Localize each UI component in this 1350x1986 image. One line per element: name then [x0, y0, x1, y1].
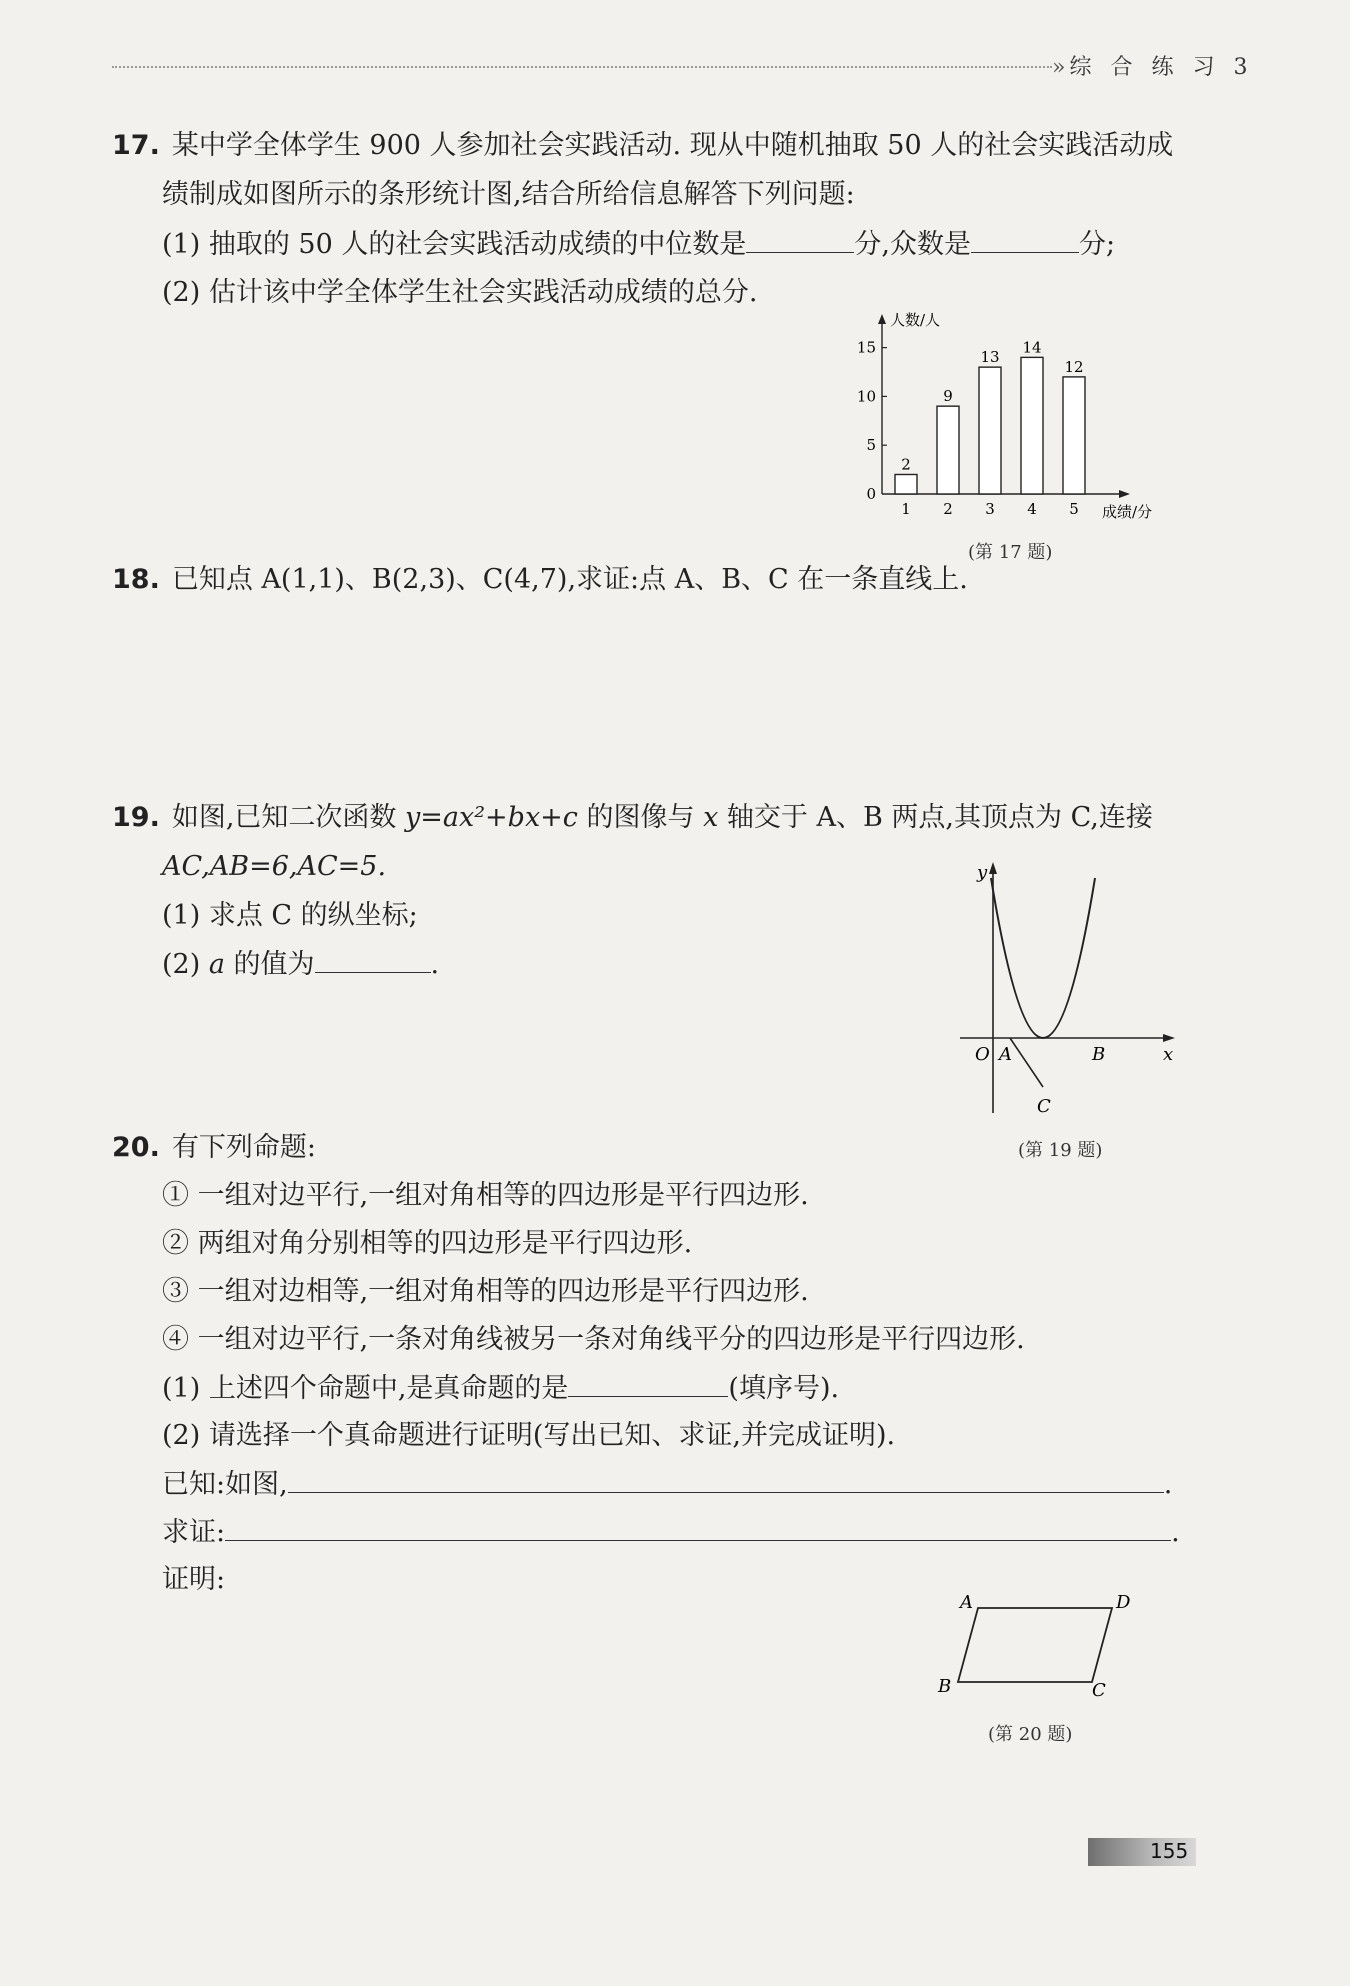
q20-prove-label: 求证:	[162, 1517, 226, 1548]
chart-bar	[1063, 377, 1085, 494]
chart-bar	[937, 406, 959, 494]
q20-known-label: 已知:如图,	[162, 1469, 288, 1500]
chart-y-tick-label: 0	[866, 485, 876, 503]
label-y: y	[977, 862, 988, 883]
q19-line2: AC,AB=6,AC=5.	[162, 851, 387, 882]
q20-line1	[112, 1130, 316, 1166]
chart-ylabel: 人数/人	[890, 312, 941, 329]
chart-y-tick-label: 15	[856, 338, 876, 357]
label-A: A	[960, 1592, 973, 1613]
parabola-curve	[991, 878, 1095, 1038]
q19-x-var: x	[703, 802, 719, 833]
q20-proposition-3: ③ 一组对边相等,一组对角相等的四边形是平行四边形.	[162, 1276, 809, 1307]
q20-proposition-4: ④ 一组对边平行,一条对角线被另一条对角线平分的四边形是平行四边形.	[162, 1324, 1025, 1355]
q20-proof-label: 证明:	[162, 1564, 226, 1595]
chart-x-tick-label: 4	[1027, 500, 1037, 518]
label-B: B	[938, 1676, 952, 1697]
q19-answer-blank[interactable]	[315, 946, 431, 973]
q18-text: 已知点 A(1,1)、B(2,3)、C(4,7),求证:点 A、B、C 在一条直线上.	[171, 564, 968, 595]
q20-known-blank[interactable]	[288, 1466, 1164, 1493]
label-C: C	[1037, 1096, 1051, 1117]
section-title	[1052, 50, 1253, 81]
q17-line1	[112, 128, 1173, 164]
q17-caption: (第 17 题)	[968, 542, 1053, 563]
q20-proposition-1: ① 一组对边平行,一组对角相等的四边形是平行四边形.	[162, 1180, 809, 1211]
q19-text-b: 的图像与	[577, 802, 704, 833]
chart-x-tick-label: 3	[985, 500, 995, 518]
q17-part1	[162, 226, 1115, 263]
chart-data-label: 2	[901, 455, 911, 474]
q19-part2	[162, 946, 439, 983]
chart-y-tick-label: 10	[856, 387, 876, 406]
q17-line2: 绩制成如图所示的条形统计图,结合所给信息解答下列问题:	[162, 179, 855, 210]
segment-AC	[1010, 1038, 1043, 1087]
q19-a-var: a	[208, 949, 225, 980]
chart-bar	[895, 474, 917, 494]
chart-x-arrow-icon	[1119, 490, 1130, 498]
q17-median-blank[interactable]	[746, 226, 854, 253]
chart-y-arrow-icon	[878, 314, 886, 324]
q19-part1: (1) 求点 C 的纵坐标;	[162, 900, 418, 931]
chart-x-tick-label: 1	[901, 500, 911, 518]
q19-part2-text-a: (2)	[162, 949, 209, 980]
section-title-text: 综 合 练 习 3	[1069, 55, 1254, 80]
chart-xlabel: 成绩/分	[1102, 503, 1153, 521]
q19-text-c: 轴交于 A、B 两点,其顶点为 C,连接	[718, 802, 1153, 833]
chart-x-tick-label: 2	[943, 500, 953, 518]
label-C: C	[1092, 1680, 1106, 1700]
x-axis-arrow-icon	[1163, 1034, 1175, 1042]
q20-part1	[162, 1370, 839, 1407]
q17-text-1: 某中学全体学生 900 人参加社会实践活动. 现从中随机抽取 50 人的社会实践活动成	[171, 130, 1174, 161]
label-A: A	[999, 1044, 1012, 1065]
q19-part2-text-b: 的值为	[224, 949, 315, 980]
q17-part1-text-a: (1) 抽取的 50 人的社会实践活动成绩的中位数是	[162, 229, 747, 260]
parallelogram-ABCD	[958, 1608, 1112, 1682]
label-B: B	[1092, 1044, 1106, 1065]
q18-line	[112, 562, 968, 598]
chart-data-label: 12	[1064, 357, 1084, 376]
chart-x-tick-label: 5	[1069, 500, 1079, 518]
q17-part2: (2) 估计该中学全体学生社会实践活动成绩的总分.	[162, 277, 758, 308]
q17-number: 17.	[112, 130, 160, 161]
label-O: O	[975, 1044, 990, 1065]
q19-caption: (第 19 题)	[1018, 1140, 1103, 1161]
q20-part1-text-b: (填序号).	[728, 1373, 840, 1404]
q20-answer-blank[interactable]	[568, 1370, 728, 1397]
q17-bar-chart	[840, 312, 1180, 532]
page-number: 155	[1150, 1839, 1189, 1863]
header-dotted-rule	[112, 66, 1052, 68]
q20-prove-line	[162, 1514, 1180, 1551]
label-x: x	[1163, 1044, 1174, 1065]
q20-intro: 有下列命题:	[171, 1132, 316, 1163]
q20-known-line	[162, 1466, 1172, 1503]
q18-number: 18.	[112, 564, 160, 595]
q20-number: 20.	[112, 1132, 160, 1163]
q20-known-dot: .	[1163, 1469, 1173, 1500]
label-D: D	[1116, 1592, 1131, 1613]
q20-parallelogram-figure	[930, 1590, 1150, 1700]
q17-mode-blank[interactable]	[971, 226, 1079, 253]
chart-bar	[979, 367, 1001, 494]
q20-part2: (2) 请选择一个真命题进行证明(写出已知、求证,并完成证明).	[162, 1420, 896, 1451]
chart-data-label: 14	[1022, 338, 1042, 357]
chart-y-tick-label: 5	[866, 436, 876, 455]
q19-text-a: 如图,已知二次函数	[171, 802, 406, 833]
q20-proposition-2: ② 两组对角分别相等的四边形是平行四边形.	[162, 1228, 693, 1259]
q19-number: 19.	[112, 802, 160, 833]
chart-data-label: 9	[943, 387, 953, 406]
q20-prove-dot: .	[1171, 1517, 1180, 1548]
y-axis-arrow-icon	[989, 862, 997, 874]
q17-part1-text-b: 分,众数是	[854, 229, 971, 260]
chart-data-label: 13	[980, 348, 1000, 367]
q19-parabola-figure	[955, 858, 1180, 1118]
header-arrow-icon: »	[1052, 55, 1066, 80]
q20-caption: (第 20 题)	[988, 1724, 1073, 1745]
q20-prove-blank[interactable]	[225, 1514, 1171, 1541]
q20-part1-text-a: (1) 上述四个命题中,是真命题的是	[162, 1373, 569, 1404]
q19-part2-end: .	[430, 949, 440, 980]
q17-part1-text-c: 分;	[1078, 229, 1116, 260]
q19-equation: y=ax²+bx+c	[405, 802, 578, 833]
q19-line1	[112, 800, 1153, 836]
chart-bar	[1021, 357, 1043, 494]
